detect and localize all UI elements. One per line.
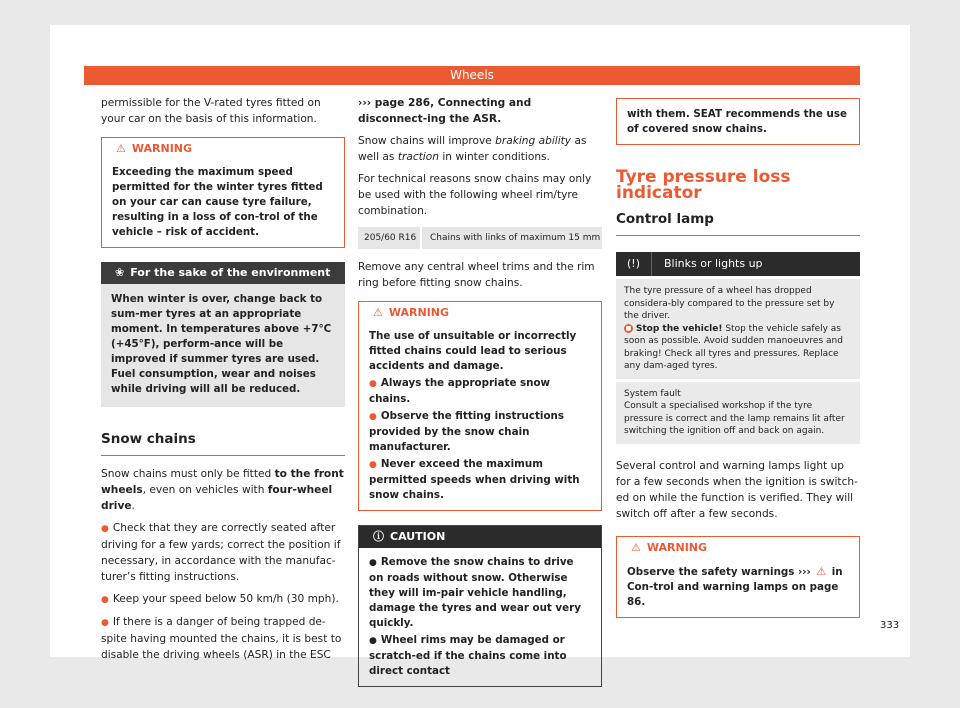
warning-box-chains (358, 301, 602, 511)
tyre-size: 205/60 R16 (358, 227, 422, 249)
caution-box (358, 525, 602, 687)
remove-trims-text: Remove any central wheel trims and the rim ring before fitting snow chains. (358, 261, 595, 289)
lamp-table (616, 252, 860, 444)
chain-spec: Chains with links of maximum 15 mm (430, 233, 601, 243)
environment-label: For the sake of the environment (130, 266, 331, 279)
warning-triangle-icon: ⚠ (631, 540, 641, 554)
environment-text: When winter is over, change back to sum-mer tyres at an appropriate moment. In temperatures above +7°C (+45°F), perform-ance will be improved if summer tyres are used. Fuel consumption, wear and noises while driving will all be reduced. (101, 284, 345, 407)
section-title: Tyre pressure loss indicator (616, 167, 791, 203)
asr-reference-link[interactable]: ››› page 286, Connecting and disconnect-ing the ASR. (358, 97, 532, 125)
warning-text: The use of unsuitable or incorrectly fitted chains could lead to serious accidents and damage. (369, 330, 577, 372)
info-circle-icon: ⓘ (373, 530, 384, 543)
list-item: ● Keep your speed below 50 km/h (30 mph). (101, 593, 339, 605)
section-header: Wheels (84, 66, 860, 85)
list-item: ● Check that they are correctly seated after driving for a few yards; correct the position if necessary, in accordance with the manufac-turer’s fitting instructions. (101, 522, 341, 583)
warning-triangle-icon: ⚠ (116, 142, 126, 155)
warning-triangle-icon: ⚠ (373, 306, 383, 319)
bullet-icon: ● (369, 636, 377, 646)
warning-label: WARNING (388, 306, 450, 319)
warning-label: WARNING (646, 540, 708, 554)
intro-text: permissible for the V-rated tyres fitted on your car on the basis of this information. (101, 97, 321, 125)
snow-chains-benefit: Snow chains will improve braking ability as well as traction in winter conditions. (358, 135, 587, 163)
list-item: ● Always the appropriate snow chains. (369, 377, 551, 405)
column-3 (616, 95, 860, 628)
table-row: The tyre pressure of a wheel has dropped considera-bly compared to the pressure set by the driver. ■ Stop the vehicle! Stop the vehicle safely as soon as possible. Avoid sudden manoeuvres and braking! Check all tyres and pressures. Replace any dam-aged tyres. (616, 279, 860, 379)
list-item: ● Wheel rims may be damaged or scratch-ed if the chains come into direct contact (369, 634, 567, 677)
spec-table-row (358, 227, 602, 249)
page-number: 333 (880, 620, 900, 631)
bullet-icon: ● (369, 379, 377, 389)
stop-icon: ■ (625, 324, 632, 332)
column-2 (358, 95, 602, 697)
caution-continuation-text: with them. SEAT recommends the use of covered snow chains. (627, 108, 847, 135)
warning-triangle-icon: ⚠ (816, 564, 827, 578)
warning-label: WARNING (131, 142, 193, 155)
column-1 (101, 95, 345, 669)
bullet-icon: ● (101, 595, 109, 605)
list-item: ● Never exceed the maximum permitted speeds when driving with snow chains. (369, 458, 580, 501)
environment-box (101, 262, 345, 407)
caution-label: CAUTION (390, 530, 446, 543)
table-row: System fault Consult a specialised workshop if the tyre pressure is correct and the lamp remains lit after switching the ignition off and back on again. (616, 382, 860, 444)
snow-chains-heading: Snow chains (101, 431, 345, 456)
warning-box-safety: ⚠ WARNING Observe the safety warnings ››› ⚠ in Con-trol and warning lamps on page 86. (616, 536, 860, 618)
warning-text: Exceeding the maximum speed permitted for the winter tyres fitted on your car can cause tyre failure, resulting in a loss of con-trol of the vehicle – risk of accident. (112, 166, 323, 238)
bullet-icon: ● (369, 412, 377, 422)
control-lamp-heading: Control lamp (616, 211, 860, 236)
lamp-table-header (616, 252, 860, 276)
list-item: ● If there is a danger of being trapped de-spite having mounted the chains, it is best to disable the driving wheels (ASR) in the ESC (101, 616, 342, 661)
lamps-paragraph: Several control and warning lamps light up for a few seconds when the ignition is switch-ed on while the function is verified. They will switch off after a few seconds. (616, 459, 858, 520)
bullet-icon: ● (369, 558, 377, 568)
bullet-icon: ● (369, 460, 377, 470)
list-item: ● Remove the snow chains to drive on roads without snow. Otherwise they will im-pair vehicle handling, damage the tyres and wear out very quickly. (369, 556, 581, 629)
caution-continuation-box (616, 98, 860, 145)
warning-box-speed (101, 137, 345, 248)
technical-reasons-text: For technical reasons snow chains may only be used with the following wheel rim/tyre combination. (358, 173, 592, 217)
snow-chains-paragraph: Snow chains must only be fitted to the front wheels, even on vehicles with four-wheel drive. (101, 468, 344, 512)
lamp-status-label: Blinks or lights up (664, 257, 763, 270)
list-item: ● Observe the fitting instructions provided by the snow chain manufacturer. (369, 410, 564, 453)
bullet-icon: ● (101, 618, 109, 628)
bullet-icon: ● (101, 524, 109, 534)
tyre-pressure-icon: (!) (616, 252, 652, 276)
leaf-icon: ❀ (115, 266, 125, 279)
